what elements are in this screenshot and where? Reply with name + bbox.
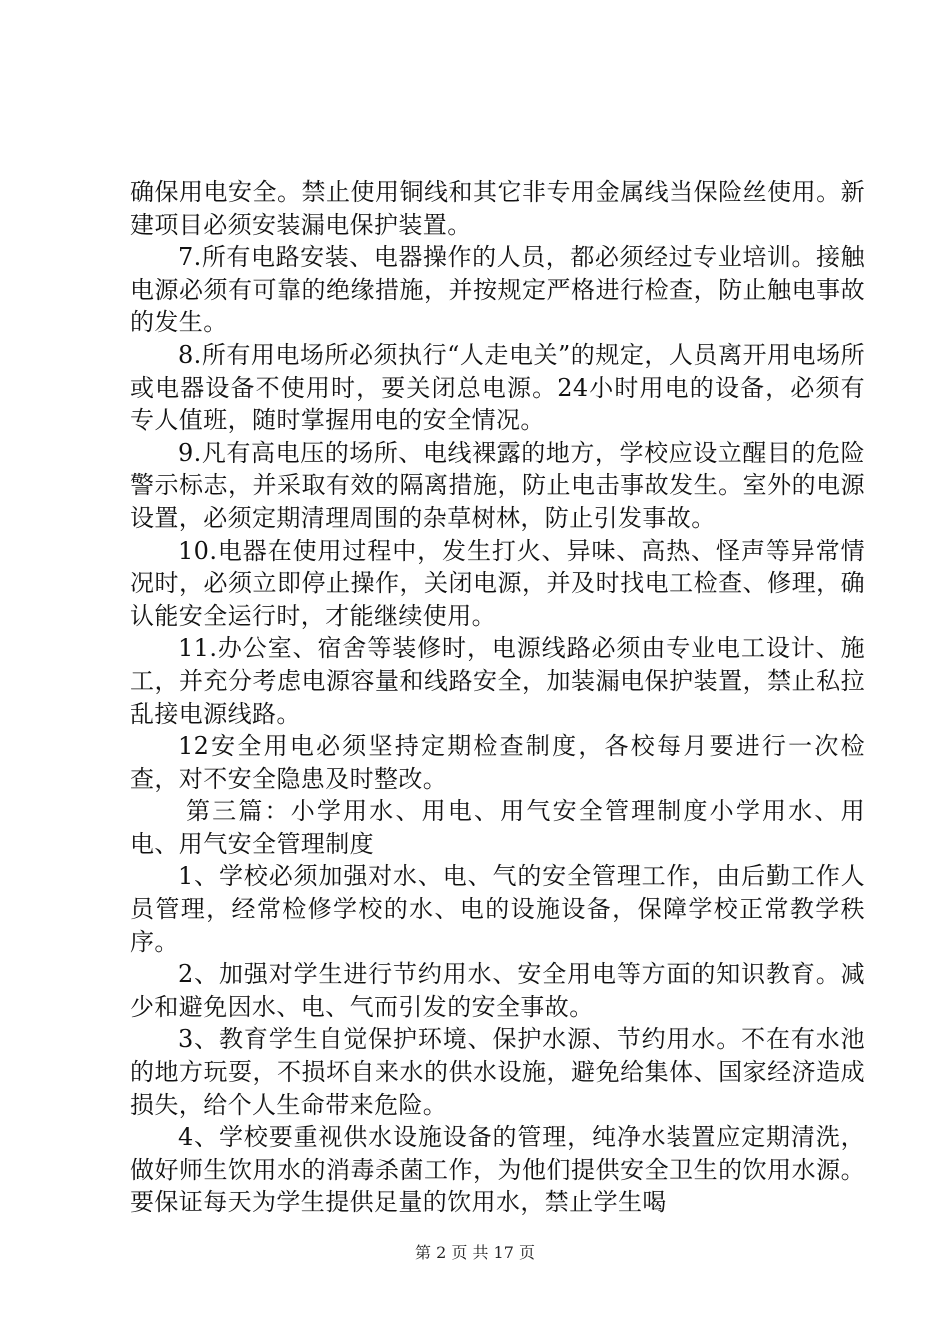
document-body xyxy=(130,176,865,1219)
paragraph: 11.办公室、宿舍等装修时，电源线路必须由专业电工设计、施工，并充分考虑电源容量和线路安全，加装漏电保护装置，禁止私拉乱接电源线路。 xyxy=(130,634,865,728)
paragraph: 12安全用电必须坚持定期检查制度，各校每月要进行一次检查，对不安全隐患及时整改。 xyxy=(130,732,865,793)
paragraph: 确保用电安全。禁止使用铜线和其它非专用金属线当保险丝使用。新建项目必须安装漏电保护装置。 xyxy=(130,178,865,239)
paragraph: 4、学校要重视供水设施设备的管理，纯净水装置应定期清洗，做好师生饮用水的消毒杀菌工作，为他们提供安全卫生的饮用水源。要保证每天为学生提供足量的饮用水，禁止学生喝 xyxy=(130,1123,865,1217)
paragraph: 8.所有用电场所必须执行“人走电关”的规定，人员离开用电场所或电器设备不使用时，要关闭总电源。24小时用电的设备，必须有专人值班，随时掌握用电的安全情况。 xyxy=(130,340,865,435)
paragraph: 7.所有电路安装、电器操作的人员，都必须经过专业培训。接触电源必须有可靠的绝缘措施，并按规定严格进行检查，防止触电事故的发生。 xyxy=(130,243,865,337)
paragraph: 9.凡有高电压的场所、电线裸露的地方，学校应设立醒目的危险警示标志，并采取有效的隔离措施，防止电击事故发生。室外的电源设置，必须定期清理周围的杂草树林，防止引发事故。 xyxy=(130,438,865,532)
paragraph: 10.电器在使用过程中，发生打火、异味、高热、怪声等异常情况时，必须立即停止操作，关闭电源，并及时找电工检查、修理，确认能安全运行时，才能继续使用。 xyxy=(130,536,865,630)
paragraph: 1、学校必须加强对水、电、气的安全管理工作，由后勤工作人员管理，经常检修学校的水、电的设施设备，保障学校正常教学秩序。 xyxy=(130,862,865,956)
page-footer: 第 2 页 共 17 页 xyxy=(415,1243,535,1262)
paragraph: 3、教育学生自觉保护环境、保护水源、节约用水。不在有水池的地方玩耍，不损坏自来水的供水设施，避免给集体、国家经济造成损失，给个人生命带来危险。 xyxy=(130,1025,865,1119)
section-heading: 第三篇：小学用水、用电、用气安全管理制度小学用水、用电、用气安全管理制度 xyxy=(130,797,865,858)
paragraph: 2、加强对学生进行节约用水、安全用电等方面的知识教育。减少和避免因水、电、气而引发的安全事故。 xyxy=(130,960,865,1021)
